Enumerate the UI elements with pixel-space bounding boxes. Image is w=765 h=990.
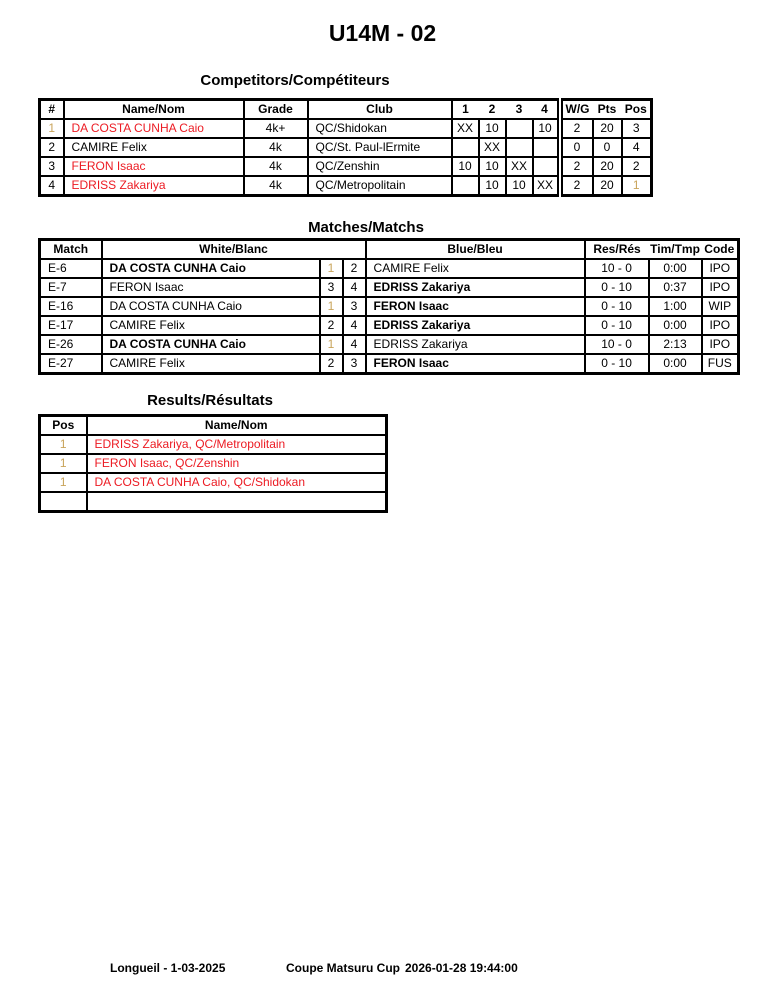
points-cell: 20 — [593, 157, 622, 176]
competitor-number-cell: 4 — [40, 176, 64, 196]
blue-number-cell: 3 — [343, 354, 366, 374]
results-heading: Results/Résultats — [147, 392, 273, 409]
code-cell: IPO — [702, 335, 739, 354]
result-cell: 10 - 0 — [585, 335, 649, 354]
competitor-club-cell: QC/Metropolitain — [308, 176, 452, 196]
position-cell: 4 — [622, 138, 652, 157]
result-cell: 10 - 0 — [585, 259, 649, 278]
column-header-position: Pos — [40, 416, 87, 436]
white-name-cell: DA COSTA CUNHA Caio — [102, 297, 320, 316]
competitor-club-cell: QC/Zenshin — [308, 157, 452, 176]
competitor-club-cell: QC/St. Paul-lErmite — [308, 138, 452, 157]
column-header-round-1: 1 — [452, 100, 479, 120]
competitor-grade-cell: 4k — [244, 157, 308, 176]
competitor-name-cell: EDRISS Zakariya — [64, 176, 244, 196]
competitor-row — [40, 119, 652, 138]
wins-cell: 2 — [560, 176, 593, 196]
results-header-row — [40, 416, 387, 436]
blue-name-cell: EDRISS Zakariya — [366, 278, 585, 297]
match-id-cell: E-16 — [40, 297, 102, 316]
white-number-cell: 1 — [320, 297, 343, 316]
column-header-position: Pos — [622, 100, 652, 120]
wins-cell: 2 — [560, 157, 593, 176]
matches-heading: Matches/Matchs — [308, 219, 424, 236]
match-row — [40, 316, 739, 335]
competitors-table — [38, 98, 653, 197]
result-name-cell: DA COSTA CUNHA Caio, QC/Shidokan — [87, 473, 387, 492]
column-header-points: Pts — [593, 100, 622, 120]
code-cell: IPO — [702, 259, 739, 278]
result-position-cell: 1 — [40, 473, 87, 492]
round-result-cell — [452, 138, 479, 157]
result-cell: 0 - 10 — [585, 278, 649, 297]
result-position-cell: 1 — [40, 435, 87, 454]
result-position-cell — [40, 492, 87, 512]
competitors-heading: Competitors/Compétiteurs — [200, 72, 390, 89]
results-table — [38, 414, 388, 513]
competitor-number-cell: 3 — [40, 157, 64, 176]
footer-event-name: Coupe Matsuru Cup — [286, 961, 400, 975]
match-id-cell: E-17 — [40, 316, 102, 335]
round-result-cell: XX — [452, 119, 479, 138]
white-number-cell: 3 — [320, 278, 343, 297]
column-header-round-4: 4 — [533, 100, 560, 120]
white-number-cell: 2 — [320, 316, 343, 335]
code-cell: FUS — [702, 354, 739, 374]
competitors-header-row — [40, 100, 652, 120]
round-result-cell — [506, 119, 533, 138]
wins-cell: 2 — [560, 119, 593, 138]
white-name-cell: DA COSTA CUNHA Caio — [102, 259, 320, 278]
blue-name-cell: FERON Isaac — [366, 354, 585, 374]
round-result-cell: 10 — [479, 176, 506, 196]
competitor-row — [40, 138, 652, 157]
competitor-number-cell: 1 — [40, 119, 64, 138]
round-result-cell — [533, 157, 560, 176]
time-cell: 2:13 — [649, 335, 702, 354]
column-header-blue: Blue/Bleu — [366, 240, 585, 260]
column-header-grade: Grade — [244, 100, 308, 120]
round-result-cell: 10 — [479, 157, 506, 176]
matches-header-row — [40, 240, 739, 260]
column-header-name: Name/Nom — [87, 416, 387, 436]
column-header-code: Code — [702, 240, 739, 260]
match-row — [40, 335, 739, 354]
round-result-cell — [533, 138, 560, 157]
competitor-name-cell: FERON Isaac — [64, 157, 244, 176]
round-result-cell: 10 — [506, 176, 533, 196]
match-row — [40, 259, 739, 278]
time-cell: 0:00 — [649, 259, 702, 278]
white-number-cell: 2 — [320, 354, 343, 374]
round-result-cell: 10 — [452, 157, 479, 176]
result-cell: 0 - 10 — [585, 354, 649, 374]
points-cell: 20 — [593, 176, 622, 196]
points-cell: 20 — [593, 119, 622, 138]
blue-name-cell: EDRISS Zakariya — [366, 316, 585, 335]
blue-number-cell: 3 — [343, 297, 366, 316]
result-name-cell — [87, 492, 387, 512]
result-row — [40, 454, 387, 473]
white-name-cell: CAMIRE Felix — [102, 354, 320, 374]
match-row — [40, 278, 739, 297]
result-cell: 0 - 10 — [585, 316, 649, 335]
competitor-grade-cell: 4k+ — [244, 119, 308, 138]
blue-name-cell: EDRISS Zakariya — [366, 335, 585, 354]
round-result-cell: XX — [533, 176, 560, 196]
column-header-name: Name/Nom — [64, 100, 244, 120]
match-id-cell: E-26 — [40, 335, 102, 354]
competitor-row — [40, 176, 652, 196]
code-cell: IPO — [702, 316, 739, 335]
time-cell: 0:00 — [649, 354, 702, 374]
footer-location-date: Longueil - 1-03-2025 — [110, 961, 226, 975]
round-result-cell — [452, 176, 479, 196]
matches-table — [38, 238, 740, 375]
result-position-cell: 1 — [40, 454, 87, 473]
result-name-cell: FERON Isaac, QC/Zenshin — [87, 454, 387, 473]
white-name-cell: DA COSTA CUNHA Caio — [102, 335, 320, 354]
white-name-cell: FERON Isaac — [102, 278, 320, 297]
footer-datetime: 2026-01-28 19:44:00 — [405, 961, 518, 975]
result-cell: 0 - 10 — [585, 297, 649, 316]
result-row — [40, 473, 387, 492]
blue-number-cell: 2 — [343, 259, 366, 278]
code-cell: WIP — [702, 297, 739, 316]
round-result-cell: XX — [479, 138, 506, 157]
column-header-white: White/Blanc — [102, 240, 366, 260]
competitor-club-cell: QC/Shidokan — [308, 119, 452, 138]
time-cell: 1:00 — [649, 297, 702, 316]
position-cell: 2 — [622, 157, 652, 176]
column-header-round-3: 3 — [506, 100, 533, 120]
blue-name-cell: CAMIRE Felix — [366, 259, 585, 278]
competitor-grade-cell: 4k — [244, 176, 308, 196]
column-header-round-2: 2 — [479, 100, 506, 120]
competitor-grade-cell: 4k — [244, 138, 308, 157]
competitor-number-cell: 2 — [40, 138, 64, 157]
time-cell: 0:37 — [649, 278, 702, 297]
page-title: U14M - 02 — [328, 20, 437, 46]
round-result-cell: 10 — [533, 119, 560, 138]
time-cell: 0:00 — [649, 316, 702, 335]
column-header-time: Tim/Tmp — [649, 240, 702, 260]
match-id-cell: E-6 — [40, 259, 102, 278]
code-cell: IPO — [702, 278, 739, 297]
result-name-cell: EDRISS Zakariya, QC/Metropolitain — [87, 435, 387, 454]
column-header-result: Res/Rés — [585, 240, 649, 260]
blue-number-cell: 4 — [343, 335, 366, 354]
position-cell: 1 — [622, 176, 652, 196]
points-cell: 0 — [593, 138, 622, 157]
blue-name-cell: FERON Isaac — [366, 297, 585, 316]
competitor-name-cell: CAMIRE Felix — [64, 138, 244, 157]
blue-number-cell: 4 — [343, 278, 366, 297]
position-cell: 3 — [622, 119, 652, 138]
competitor-row — [40, 157, 652, 176]
column-header-number: # — [40, 100, 64, 120]
match-id-cell: E-7 — [40, 278, 102, 297]
result-row — [40, 492, 387, 512]
column-header-match: Match — [40, 240, 102, 260]
match-row — [40, 354, 739, 374]
round-result-cell: 10 — [479, 119, 506, 138]
round-result-cell — [506, 138, 533, 157]
round-result-cell: XX — [506, 157, 533, 176]
competitor-name-cell: DA COSTA CUNHA Caio — [64, 119, 244, 138]
wins-cell: 0 — [560, 138, 593, 157]
match-id-cell: E-27 — [40, 354, 102, 374]
white-number-cell: 1 — [320, 335, 343, 354]
white-name-cell: CAMIRE Felix — [102, 316, 320, 335]
white-number-cell: 1 — [320, 259, 343, 278]
match-row — [40, 297, 739, 316]
column-header-club: Club — [308, 100, 452, 120]
column-header-wins: W/G — [560, 100, 593, 120]
blue-number-cell: 4 — [343, 316, 366, 335]
result-row — [40, 435, 387, 454]
